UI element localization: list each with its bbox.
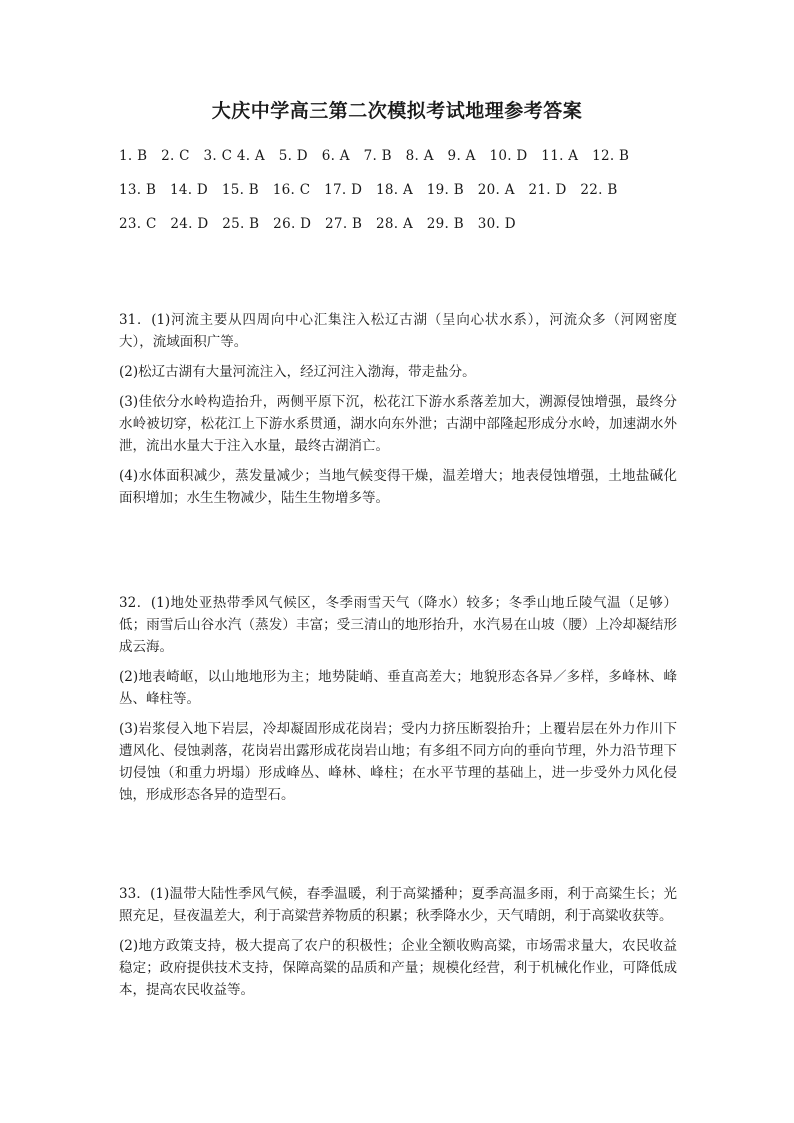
answer-line-2: 13. B 14. D 15. B 16. C 17. D 18. A 19. B 20. A 21. D 22. B (119, 182, 618, 198)
question-31-block (119, 309, 677, 517)
q33-part-2: (2)地方政策支持，极大提高了农户的积极性；企业全额收购高粱，市场需求量大，农民收益稳定；政府提供技术支持，保障高粱的品质和产量；规模化经营，利于机械化作业，可降低成本，提高农民收益等。 (119, 938, 677, 998)
answer-line-1: 1. B 2. C 3. C 4. A 5. D 6. A 7. B 8. A 9. A 10. D 11. A 12. B (119, 148, 630, 164)
q31-part-2: (2)松辽古湖有大量河流注入，经辽河注入渤海，带走盐分。 (119, 364, 476, 380)
q31-part-1: 31．(1)河流主要从四周向中心汇集注入松辽古湖（呈向心状水系），河流众多（河网密度大），流域面积广等。 (119, 312, 677, 350)
q31-part-4: (4)水体面积减少，蒸发量减少；当地气候变得干燥，温差增大；地表侵蚀增强，土地盐碱化面积增加；水生生物减少，陆生生物增多等。 (119, 468, 677, 506)
q32-part-2: (2)地表崎岖，以山地地形为主；地势陡峭、垂直高差大；地貌形态各异／多样，多峰林、峰丛、峰柱等。 (119, 669, 677, 707)
question-33-block (119, 883, 677, 1009)
page-title: 大庆中学高三第二次模拟考试地理参考答案 (211, 100, 583, 122)
q32-part-3: (3)岩浆侵入地下岩层，冷却凝固形成花岗岩；受内力挤压断裂抬升；上覆岩层在外力作川下遭风化、侵蚀剥落，花岗岩出露形成花岗岩山地；有多组不同方向的垂向节理，外力沿节理下切侵蚀（和重力坍塌）形成峰丛、峰林、峰柱；在水平节理的基础上，进一步受外力风化侵蚀，形成形态各异的造型石。 (119, 721, 677, 803)
question-32-block (119, 592, 677, 814)
answer-line-3: 23. C 24. D 25. B 26. D 27. B 28. A 29. B 30. D (119, 216, 516, 232)
q32-part-1: 32．(1)地处亚热带季风气候区，冬季雨雪天气（降水）较多；冬季山地丘陵气温（足够）低；雨雪后山谷水汽（蒸发）丰富；受三清山的地形抬升，水汽易在山坡（腰）上冷却凝结形成云海。 (119, 595, 677, 655)
q33-part-1: 33．(1)温带大陆性季风气候，春季温暖，利于高粱播种；夏季高温多雨，利于高粱生长；光照充足，昼夜温差大，利于高粱营养物质的积累；秋季降水少，天气晴朗，利于高粱收获等。 (119, 886, 677, 924)
q31-part-3: (3)佳依分水岭构造抬升，两侧平原下沉，松花江下游水系落差加大，溯源侵蚀增强，最终分水岭被切穿，松花江上下游水系贯通，湖水向东外泄；古湖中部隆起形成分水岭，加速湖水外泄，流出水量大于注入水量，最终古湖消亡。 (119, 394, 677, 454)
